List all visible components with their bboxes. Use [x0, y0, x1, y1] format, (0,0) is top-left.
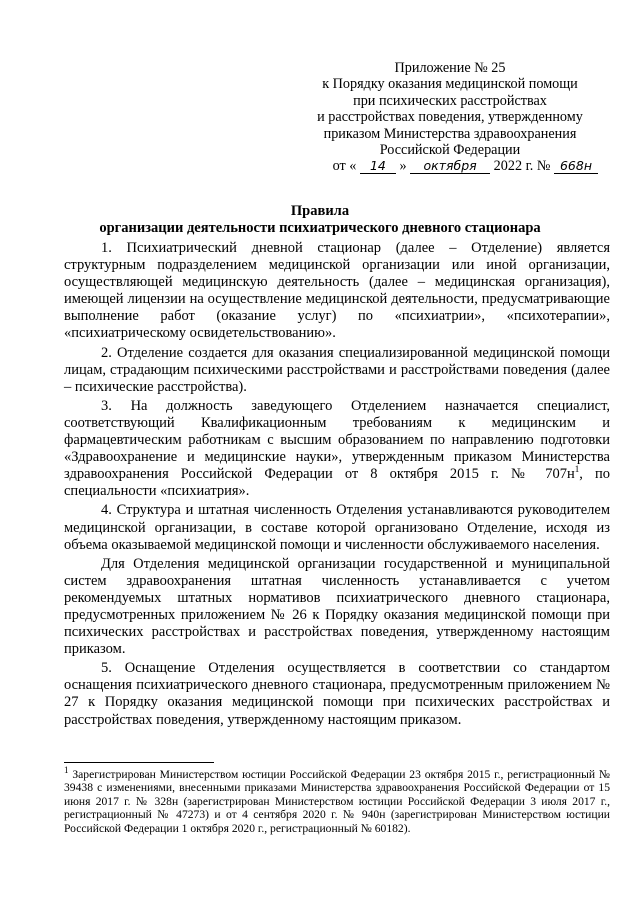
paragraph: 1. Психиатрический дневной стационар (далее – Отделение) является структурным подразделением медицинской организации или иной организации, осуществляющей медицинскую деятельность (далее – медицинская организация), имеющей лицензии на осуществление медицинской деятельности, предусматривающие выполнение работ (оказание услуг) по «психиатрии», «психотерапии», «психиатрическому освидетельствованию». — [64, 240, 610, 342]
paragraph — [64, 398, 610, 501]
appendix-header — [300, 60, 600, 175]
appendix-line: и расстройствах поведения, утвержденному — [317, 109, 583, 126]
paragraph: 2. Отделение создается для оказания специализированной медицинской помощи лицам, страдающим психическими расстройствами и расстройствами поведения (далее – психические расстройства). — [64, 344, 610, 395]
title-line: Правила — [290, 203, 350, 219]
appendix-number: Приложение № 25 — [394, 60, 506, 76]
paragraph: 5. Оснащение Отделения осуществляется в соответствии со стандартом оснащения психиатрического дневного стационара, предусмотренным приложением № 27 к Порядку оказания медицинской помощи при психических расстройствах и расстройствах поведения, утвержденному настоящим приказом. — [64, 660, 610, 728]
appendix-line: Российской Федерации — [379, 142, 521, 159]
handwritten-order-number: 668н — [554, 159, 598, 174]
paragraph: Для Отделения медицинской организации государственной и муниципальной систем здравоохранения штатная численность устанавливается с учетом рекомендуемых штатных нормативов психиатрического дневного стационара, предусмотренных приложением № 26 к Порядку оказания медицинской помощи при психических расстройствах и расстройствах поведения, утвержденному настоящим приказом. — [64, 555, 610, 658]
handwritten-day: 14 — [360, 159, 396, 174]
appendix-line: к Порядку оказания медицинской помощи — [322, 76, 578, 93]
document-title — [0, 203, 640, 237]
footnote — [64, 765, 610, 835]
paragraph: 4. Структура и штатная численность Отделения устанавливаются руководителем медицинской организации, в составе которой организовано Отделение, исходя из объема оказываемой медицинской помощи и численности обслуживаемого населения. — [64, 502, 610, 553]
date-year: 2022 г. № — [493, 158, 551, 175]
handwritten-month: октября — [410, 159, 490, 174]
date-quote: » — [399, 158, 407, 175]
paragraph-text: , по специальности «психиатрия». — [64, 466, 610, 500]
appendix-line: приказом Министерства здравоохранения — [323, 125, 577, 142]
footnote-paragraph — [64, 765, 610, 835]
order-date-line — [300, 158, 600, 174]
footnote-text: Зарегистрирован Министерством юстиции Российской Федерации 23 октября 2015 г., регистрационный № 39438 с изменениями, внесенными приказами Министерства здравоохранения Российской Федерации от 15 июня 2017 г. № 328н (зарегистрирован Министерством юстиции Российской Федерации 3 июля 2017 г., регистрационный № 47273) и от 4 сентября 2020 г. № 940н (зарегистрирован Министерством юстиции Российской Федерации 1 октября 2020 г., регистрационный № 60182). — [64, 768, 610, 835]
title-subline: организации деятельности психиатрического дневного стационара — [99, 220, 541, 236]
footnote-ref: 1 — [574, 464, 580, 475]
footnote-mark: 1 — [64, 765, 69, 776]
document-body — [64, 240, 610, 731]
date-prefix: от « — [332, 158, 357, 175]
footnote-divider — [64, 762, 214, 763]
appendix-line: при психических расстройствах — [353, 92, 547, 109]
paragraph-text: 3. На должность заведующего Отделением назначается специалист, соответствующий Квалификационным требованиям к медицинским и фармацевтическим работникам с высшим образованием по направлению подготовки «Здравоохранение и медицинские науки», утвержденным приказом Министерства здравоохранения Российской Федерации от 8 октября 2015 г. № 707н — [64, 397, 610, 483]
